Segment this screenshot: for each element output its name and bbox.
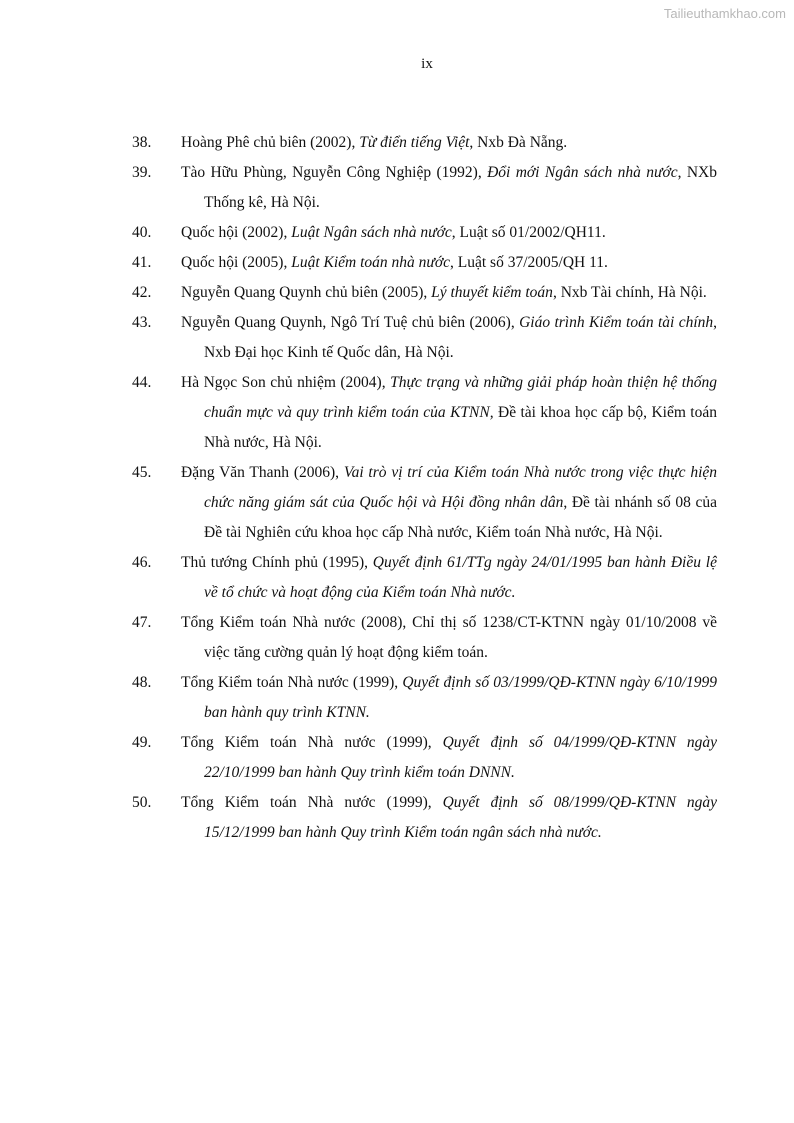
reference-item	[0, 308, 794, 368]
reference-number: 50.	[132, 794, 152, 811]
reference-text: Tổng Kiểm toán Nhà nước (2008), Chỉ thị số 1238/CT-KTNN ngày 01/10/2008 về việc tăng cường quản lý hoạt động kiểm toán.	[181, 614, 717, 661]
reference-text: Thủ tướng Chính phủ (1995),	[181, 554, 373, 571]
reference-text: Nguyễn Quang Quynh, Ngô Trí Tuệ chủ biên (2006),	[181, 314, 520, 331]
reference-title: Giáo trình Kiểm toán tài chính	[519, 314, 714, 331]
reference-text: , Nxb Đại học Kinh tế Quốc dân, Hà Nội.	[204, 314, 718, 361]
reference-number: 43.	[132, 314, 152, 331]
reference-text: , Nxb Tài chính, Hà Nội.	[552, 284, 707, 301]
reference-title: Luật Kiểm toán nhà nước	[291, 254, 451, 271]
page-number: ix	[421, 56, 433, 72]
reference-number: 46.	[132, 554, 152, 571]
reference-text: Hà Ngọc Son chủ nhiệm (2004),	[181, 374, 391, 391]
reference-list	[0, 128, 794, 848]
reference-item	[0, 128, 794, 158]
reference-text: Quốc hội (2002),	[181, 224, 292, 241]
reference-item	[0, 668, 794, 728]
reference-text: Nguyễn Quang Quynh chủ biên (2005),	[181, 284, 432, 301]
reference-text: Hoàng Phê chủ biên (2002),	[181, 134, 360, 151]
reference-title: Thực trạng và những giải pháp hoàn thiện hệ thống chuẩn mực và quy trình kiểm toán của KTNN,	[204, 374, 718, 421]
reference-item	[0, 218, 794, 248]
reference-text: Tào Hữu Phùng, Nguyễn Công Nghiệp (1992),	[181, 164, 488, 181]
reference-item	[0, 548, 794, 608]
reference-title: Quyết định số 04/1999/QĐ-KTNN ngày 22/10/1999 ban hành Quy trình kiểm toán DNNN.	[204, 734, 718, 781]
reference-title: Vai trò vị trí của Kiểm toán Nhà nước trong việc thực hiện chức năng giám sát của Quốc hội và Hội đồng nhân dân	[204, 464, 717, 511]
reference-text: Tổng Kiểm toán Nhà nước (1999),	[181, 794, 443, 811]
reference-title: Quyết định số 08/1999/QĐ-KTNN ngày 15/12/1999 ban hành Quy trình Kiểm toán ngân sách nhà nước.	[204, 794, 718, 841]
reference-item	[0, 458, 794, 548]
reference-number: 42.	[132, 284, 152, 301]
reference-number: 48.	[132, 674, 152, 691]
reference-text: , Đề tài nhánh số 08 của Đề tài Nghiên cứu khoa học cấp Nhà nước, Kiểm toán Nhà nước, Hà Nội.	[204, 494, 717, 541]
watermark: Tailieuthamkhao.com	[663, 6, 786, 21]
reference-item	[0, 158, 794, 218]
reference-item	[0, 788, 794, 848]
reference-item	[0, 608, 794, 668]
reference-title: Quyết định số 03/1999/QĐ-KTNN ngày 6/10/1999 ban hành quy trình KTNN.	[204, 674, 717, 721]
reference-text: , Luật số 37/2005/QH 11.	[450, 254, 608, 271]
reference-text: , Luật số 01/2002/QH11.	[451, 224, 606, 241]
reference-number: 49.	[132, 734, 152, 751]
reference-number: 45.	[132, 464, 152, 481]
reference-number: 40.	[132, 224, 152, 241]
reference-item	[0, 368, 794, 458]
reference-item	[0, 728, 794, 788]
reference-title: Luật Ngân sách nhà nước	[291, 224, 452, 241]
reference-title: Lý thuyết kiểm toán	[431, 284, 553, 301]
reference-text: Đặng Văn Thanh (2006),	[181, 464, 344, 481]
reference-number: 41.	[132, 254, 152, 271]
reference-text: , NXb Thống kê, Hà Nội.	[204, 164, 717, 211]
reference-text: , Nxb Đà Nẵng.	[469, 134, 568, 151]
reference-text: Tổng Kiểm toán Nhà nước (1999),	[181, 674, 403, 691]
reference-number: 38.	[132, 134, 152, 151]
reference-title: Quyết định 61/TTg ngày 24/01/1995 ban hành Điều lệ về tổ chức và hoạt động của Kiểm toán Nhà nước.	[204, 554, 717, 601]
reference-number: 47.	[132, 614, 152, 631]
reference-number: 44.	[132, 374, 152, 391]
reference-item	[0, 278, 794, 308]
reference-number: 39.	[132, 164, 152, 181]
reference-title: Đổi mới Ngân sách nhà nước	[487, 164, 678, 181]
reference-text: Tổng Kiểm toán Nhà nước (1999),	[181, 734, 443, 751]
reference-text: Quốc hội (2005),	[181, 254, 292, 271]
reference-text: Đề tài khoa học cấp bộ, Kiểm toán Nhà nước, Hà Nội.	[204, 404, 717, 451]
reference-title: Từ điển tiếng Việt	[359, 134, 470, 151]
reference-item	[0, 248, 794, 278]
